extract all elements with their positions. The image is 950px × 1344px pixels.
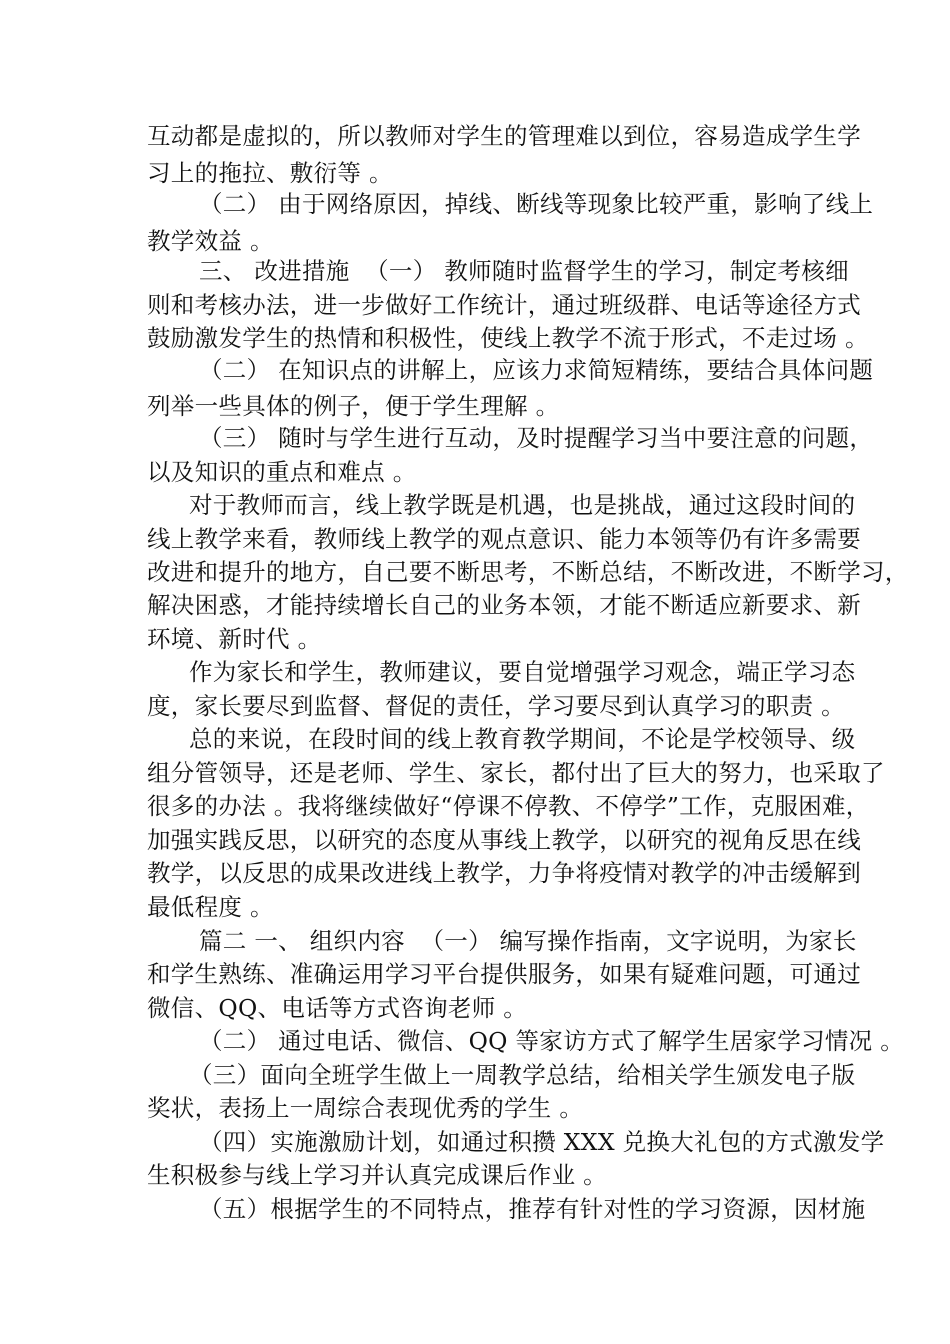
text-line: （五）根据学生的不同特点，推荐有针对性的学习资源，因材施 <box>199 1195 866 1223</box>
text-line: （三）面向全班学生做上一周教学总结，给相关学生颁发电子版 <box>189 1061 856 1089</box>
text-line: 组分管领导，还是老师、学生、家长，都付出了巨大的努力，也采取了 <box>147 759 885 787</box>
text-line: 以及知识的重点和难点 。 <box>147 458 417 486</box>
text-line: 作为家长和学生，教师建议，要自觉增强学习观念，端正学习态 <box>189 658 856 686</box>
text-line: （二） 通过电话、微信、QQ 等家访方式了解学生居家学习情况 。 <box>199 1027 905 1055</box>
text-line: 奖状，表扬上一周综合表现优秀的学生 。 <box>147 1094 584 1122</box>
text-line: 教学效益 。 <box>147 227 274 255</box>
text-line: 度，家长要尽到监督、督促的责任，学习要尽到认真学习的职责 。 <box>147 692 845 720</box>
text-line: 线上教学来看，教师线上教学的观点意识、能力本领等仍有许多需要 <box>147 525 861 553</box>
text-line: 列举一些具体的例子，便于学生理解 。 <box>147 392 560 420</box>
text-line: 则和考核办法，进一步做好工作统计，通过班级群、电话等途径方式 <box>147 291 861 319</box>
text-line: 环境、新时代 。 <box>147 625 322 653</box>
text-line: 解决困惑，才能持续增长自己的业务本领，才能不断适应新要求、新 <box>147 591 861 619</box>
text-line: （三） 随时与学生进行互动，及时提醒学习当中要注意的问题， <box>199 424 874 452</box>
text-line: 生积极参与线上学习并认真完成课后作业 。 <box>147 1161 607 1189</box>
text-line: （二） 由于网络原因，掉线、断线等现象比较严重，影响了线上 <box>199 190 874 218</box>
text-line: （二） 在知识点的讲解上，应该力求简短精练，要结合具体问题 <box>199 356 874 384</box>
text-line: 篇二 一、 组织内容 （一） 编写操作指南，文字说明，为家长 <box>199 927 857 955</box>
text-line: 鼓励激发学生的热情和积极性，使线上教学不流于形式，不走过场 。 <box>147 324 869 352</box>
text-line: 微信、QQ、电话等方式咨询老师 。 <box>147 994 528 1022</box>
text-line: 互动都是虚拟的，所以教师对学生的管理难以到位，容易造成学生学 <box>147 122 861 150</box>
text-line: 很多的办法 。我将继续做好“停课不停教、不停学”工作，克服困难， <box>147 792 870 820</box>
text-line: 改进和提升的地方，自己要不断思考，不断总结，不断改进，不断学习， <box>147 558 909 586</box>
text-line: 最低程度 。 <box>147 893 274 921</box>
text-line: 对于教师而言，线上教学既是机遇，也是挑战，通过这段时间的 <box>189 491 856 519</box>
text-line: 和学生熟练、准确运用学习平台提供服务，如果有疑难问题，可通过 <box>147 960 861 988</box>
text-line: 三、 改进措施 （一） 教师随时监督学生的学习，制定考核细 <box>199 257 849 285</box>
text-line: （四）实施激励计划，如通过积攒 XXX 兑换大礼包的方式激发学 <box>199 1128 885 1156</box>
text-line: 总的来说，在段时间的线上教育教学期间，不论是学校领导、级 <box>189 725 856 753</box>
text-line: 教学，以反思的成果改进线上教学，力争将疫情对教学的冲击缓解到 <box>147 859 861 887</box>
text-line: 加强实践反思，以研究的态度从事线上教学，以研究的视角反思在线 <box>147 826 861 854</box>
text-line: 习上的拖拉、敷衍等 。 <box>147 159 393 187</box>
